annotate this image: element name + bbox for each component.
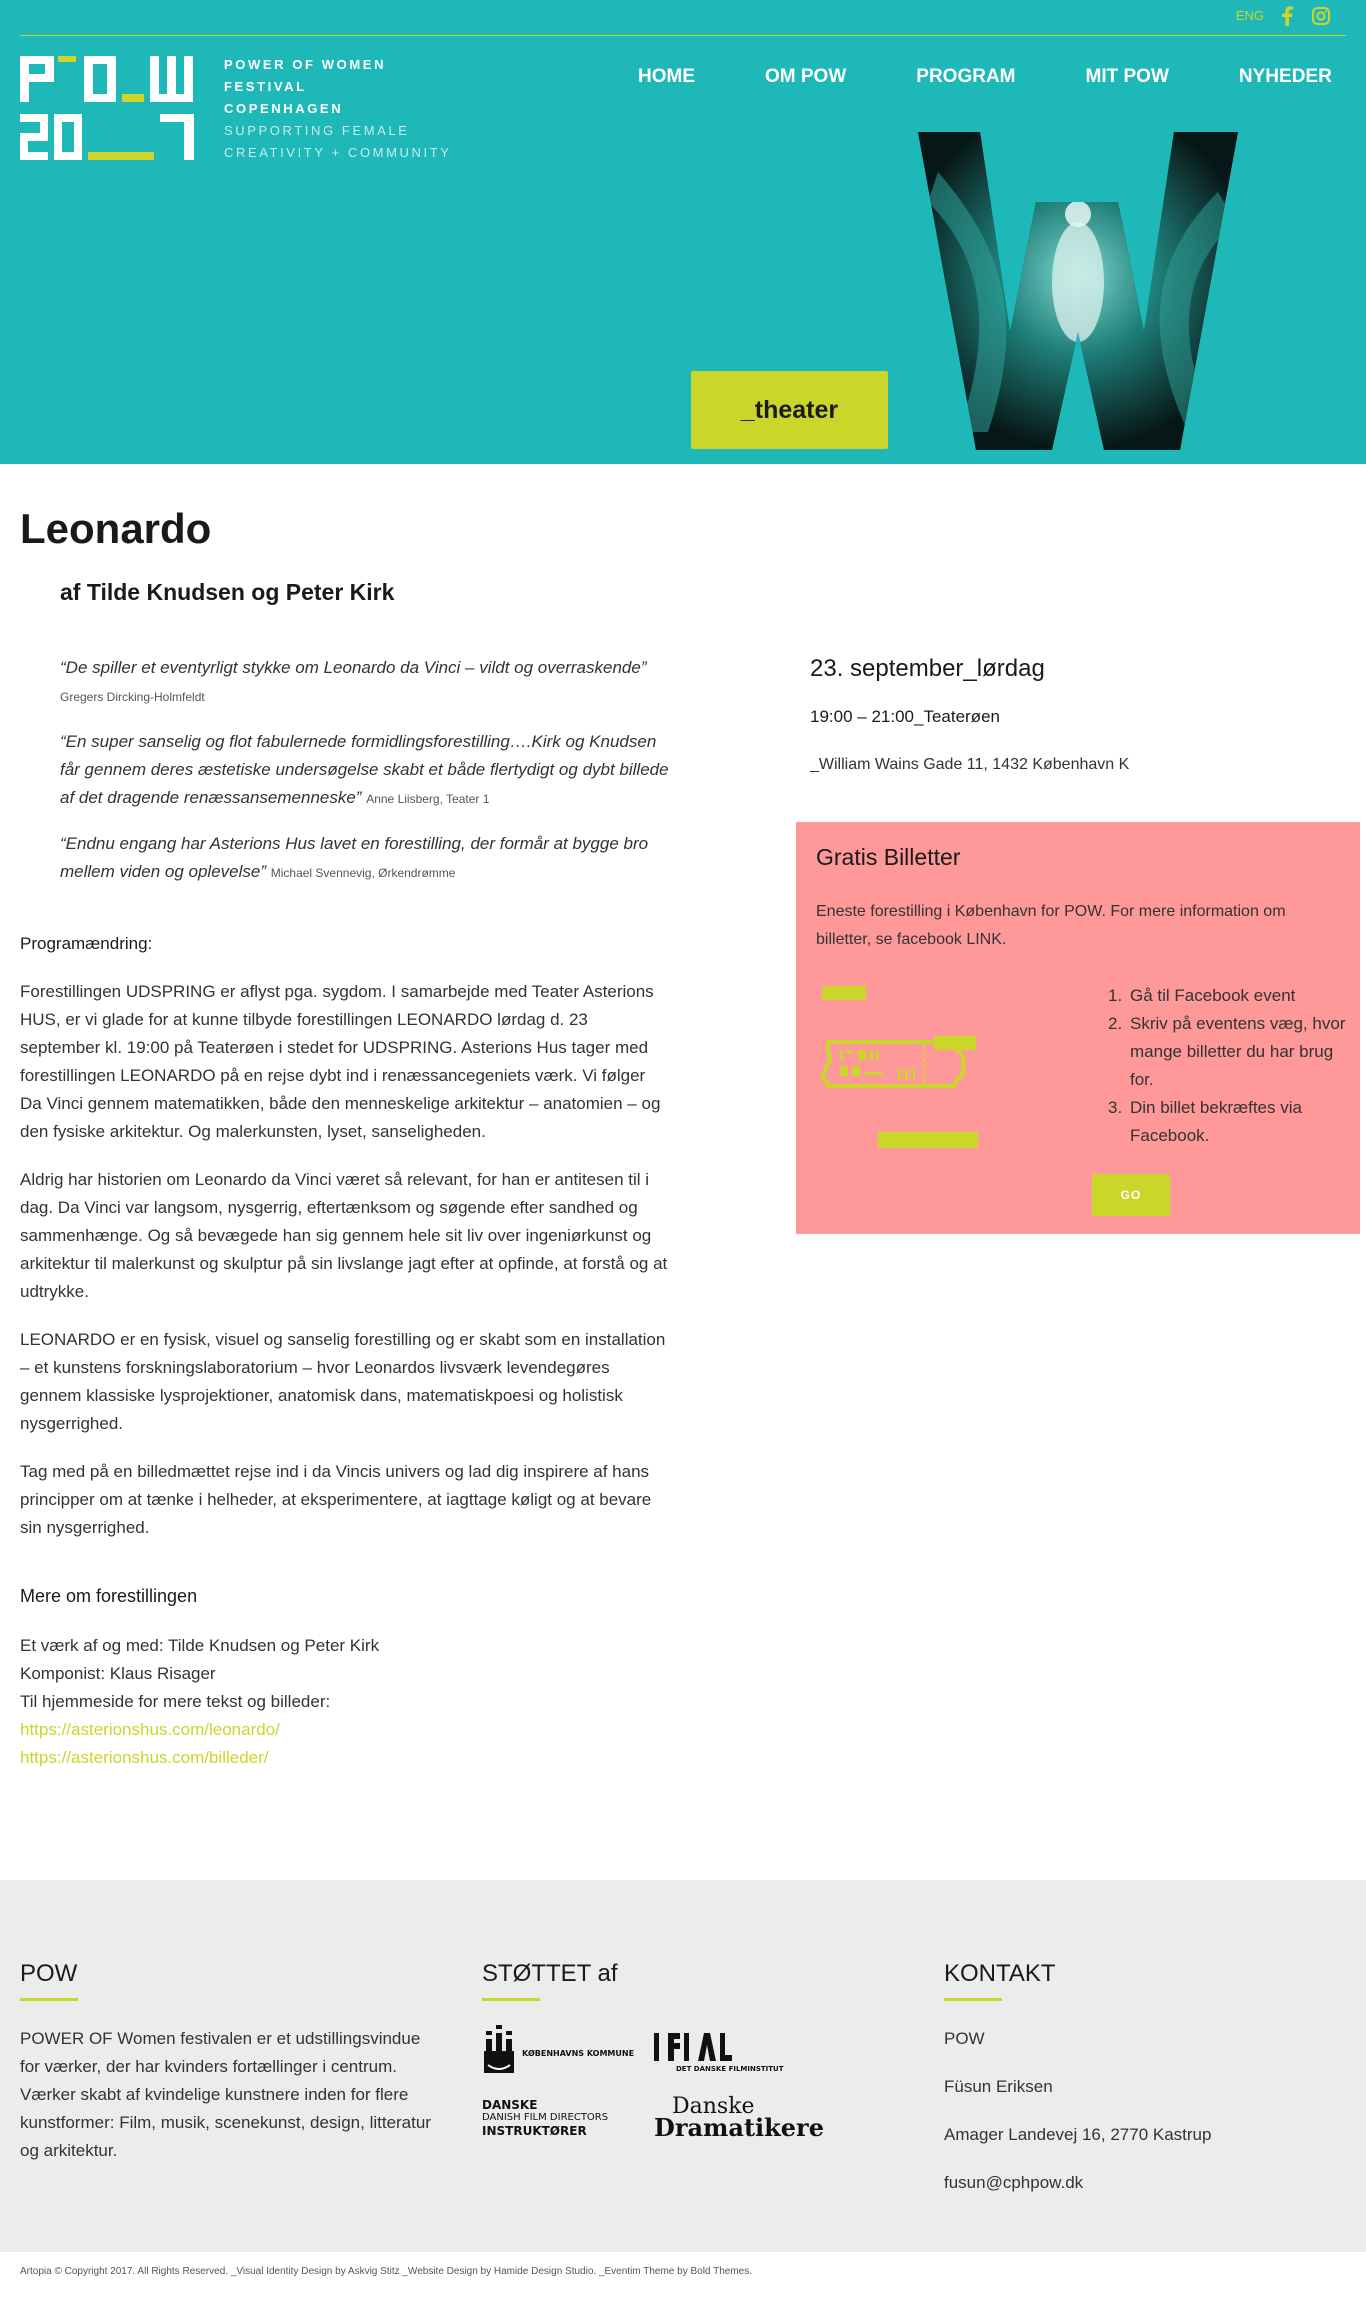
step-text: Skriv på eventens væg, hvor mange billetter du har brug for. <box>1130 1014 1346 1089</box>
credit-line: Et værk af og med: Tilde Knudsen og Peter Kirk <box>20 1636 380 1655</box>
footer-contact-heading: KONTAKT <box>944 1960 1056 1987</box>
contact-line: Amager Landevej 16, 2770 Kastrup <box>944 2125 1212 2144</box>
press-quotes <box>60 654 680 904</box>
nav-nyheder[interactable]: NYHEDER <box>1238 66 1332 87</box>
facebook-icon[interactable] <box>1280 6 1294 26</box>
tagline-line: COPENHAGEN <box>224 101 344 116</box>
quote-source: Michael Svennevig, Ørkendrømme <box>270 866 456 880</box>
main-nav <box>638 66 1332 88</box>
tagline-line: POWER OF WOMEN <box>224 57 387 72</box>
quote-source: Anne Liisberg, Teater 1 <box>366 792 490 806</box>
asterion-leonardo-link[interactable]: https://asterionshus.com/leonardo/ <box>20 1720 280 1739</box>
heading-underline <box>482 1998 540 2001</box>
category-theater-button[interactable]: _theater <box>691 371 888 449</box>
nav-program[interactable]: PROGRAM <box>916 66 1016 87</box>
copyright: Artopia © Copyright 2017. All Rights Reserved. _Visual Identity Design by Askvig Stitz _Website Design by Hamide Design Studio. _Eventim Theme by Bold Themes. <box>20 2266 752 2277</box>
press-quote <box>60 728 680 813</box>
kk-logo-text: KØBENHAVNS KOMMUNE <box>522 2049 635 2058</box>
event-subtitle: af Tilde Knudsen og Peter Kirk <box>60 579 395 605</box>
footer-pow-heading: POW <box>20 1960 78 1987</box>
pow-logo[interactable] <box>20 56 200 160</box>
footer-contact <box>944 1960 1344 2217</box>
description-paragraph: LEONARDO er en fysisk, visuel og sanselig forestilling og er skabt som en installation – et kunstens forskningslaboratorium – hvor Leonardos livsværk levendegøres gennem klassiske lysprojektioner, anatomisk dans, matematiskpoesi og holistisk nysgerrighed. <box>20 1330 666 1433</box>
quote-text: “En super sanselig og flot fabulernede formidlingsforestilling….Kirk og Knudsen får gennem deres æstetiske undersøgelse skabt et både flertydigt og dybt billede af det dragende renæssansemenneske” <box>60 732 669 807</box>
dfi-mark-icon <box>654 2029 734 2063</box>
event-time: 19:00 – 21:00_Teaterøen <box>810 707 1000 726</box>
language-switch[interactable]: ENG <box>1235 8 1264 23</box>
step-text: Din billet bekræftes via Facebook. <box>1130 1098 1302 1145</box>
contact-line: Füsun Eriksen <box>944 2077 1053 2096</box>
event-title: Leonardo <box>20 505 212 552</box>
tagline <box>224 54 452 164</box>
hero-w-image <box>918 132 1238 450</box>
tagline-line: CREATIVITY + COMMUNITY <box>224 145 452 160</box>
dfi-logo[interactable] <box>654 2029 784 2075</box>
site-footer <box>0 1880 1366 2252</box>
nav-om-pow[interactable]: OM POW <box>765 66 847 87</box>
go-button[interactable]: GO <box>1092 1174 1170 1216</box>
tagline-line: FESTIVAL <box>224 79 307 94</box>
ticket-step: 1. Gå til Facebook event <box>1108 986 1296 1005</box>
nav-mit-pow[interactable]: MIT POW <box>1085 66 1169 87</box>
description-paragraph: Forestillingen UDSPRING er aflyst pga. sygdom. I samarbejde med Teater Asterions HUS, er vi glade for at kunne tilbyde forestillingen LEONARDO lørdag d. 23 september kl. 19:00 på Teaterøen i stedet for UDSPRING. Asterions Hus tager med forestillingen LEONARDO på en rejse dybt ind i renæssancegeniets værk. Vi følger Da Vinci gennem matematikken, både den menneskelige arkitektur – anatomien – og den fysiske arkitektur. Og malerkunsten, lyset, sanseligheden. <box>20 982 661 1141</box>
quote-text: “Endnu engang har Asterions Hus lavet en forestilling, der formår at bygge bro mellem viden og oplevelse” <box>60 834 649 881</box>
event-description <box>20 930 670 1772</box>
instagram-icon[interactable] <box>1312 7 1330 25</box>
kk-crest-icon <box>482 2025 516 2077</box>
description-paragraph: Tag med på en billedmættet rejse ind i da Vincis univers og lad dig inspirere af hans principper om at tænke i helheder, at eksperimentere, at iagttage køligt og at bevare sin nysgerrighed. <box>20 1462 652 1537</box>
credits <box>20 1632 670 1772</box>
kobenhavns-kommune-logo[interactable] <box>482 2025 635 2077</box>
ticket-icon <box>820 982 980 1166</box>
contact-email-link[interactable]: fusun@cphpow.dk <box>944 2173 1084 2192</box>
ticket-steps <box>1108 982 1348 1150</box>
program-change-heading: Programændring: <box>20 934 153 953</box>
ticket-step: 3. Din billet bekræftes via Facebook. <box>1108 1098 1302 1145</box>
description-paragraph: Aldrig har historien om Leonardo da Vinci været så relevant, for han er antitesen til i dag. Da Vinci var langsom, nysgerrig, eftertænksom og søgende efter sandhed og sammenhænge. Og så bevægede han sig gennem hele sit liv over ingeniørkunst og arkitektur til malerkunst og skulptur på sin livslange jagt efter at opfinde, at forstå og at udtrykke. <box>20 1170 668 1301</box>
danske-dramatikere-logo[interactable] <box>654 2094 824 2145</box>
credit-line: Komponist: Klaus Risager <box>20 1664 216 1683</box>
footer-pow-text: POWER OF Women festivalen er et udstillingsvindue for værker, der har kvinders fortællinger i centrum. Værker skabt af kvindelige kunstnere inden for flere kunstformer: Film, musik, scenekunst, design, litteratur og arkitektur. <box>20 2029 431 2160</box>
dd-line: Danske <box>672 2094 755 2119</box>
step-text: Gå til Facebook event <box>1130 986 1296 1005</box>
tickets-box <box>796 822 1360 1234</box>
tickets-heading: Gratis Billetter <box>816 844 961 870</box>
ticket-step: 2. Skriv på eventens væg, hvor mange billetter du har brug for. <box>1108 1014 1346 1089</box>
ddi-line: INSTRUKTØRER <box>482 2124 587 2138</box>
credit-line: Til hjemmeside for mere tekst og billeder: <box>20 1692 331 1711</box>
dfi-logo-text: DET DANSKE FILMINSTITUT <box>676 2065 784 2073</box>
heading-underline <box>20 1998 78 2001</box>
event-date: 23. september_lørdag <box>810 655 1045 682</box>
press-quote <box>60 654 680 711</box>
footer-support-heading: STØTTET af <box>482 1960 618 1987</box>
sponsor-logos <box>482 2025 822 2165</box>
tagline-line: SUPPORTING FEMALE <box>224 123 410 138</box>
event-address: _William Wains Gade 11, 1432 København K <box>810 756 1130 773</box>
danske-instruktorer-logo[interactable] <box>482 2099 612 2145</box>
dd-line: Dramatikere <box>654 2113 824 2142</box>
footer-about <box>20 1960 440 2165</box>
contact-line: POW <box>944 2029 985 2048</box>
footer-sponsors <box>482 1960 882 2165</box>
asterion-images-link[interactable]: https://asterionshus.com/billeder/ <box>20 1748 269 1767</box>
ddi-line: DANSKE <box>482 2098 538 2112</box>
tickets-info: Eneste forestilling i København for POW. For mere information om billetter, se facebook LINK. <box>816 903 1286 948</box>
quote-source: Gregers Dircking-Holmfeldt <box>60 690 205 704</box>
ddi-line: DANISH FILM DIRECTORS <box>482 2112 609 2123</box>
press-quote <box>60 830 680 887</box>
more-info-heading: Mere om forestillingen <box>20 1586 198 1606</box>
heading-underline <box>944 1998 1002 2001</box>
site-header <box>0 0 1366 464</box>
top-bar <box>20 0 1346 36</box>
nav-home[interactable]: HOME <box>638 66 695 87</box>
quote-text: “De spiller et eventyrligt stykke om Leonardo da Vinci – vildt og overraskende” <box>60 658 647 677</box>
